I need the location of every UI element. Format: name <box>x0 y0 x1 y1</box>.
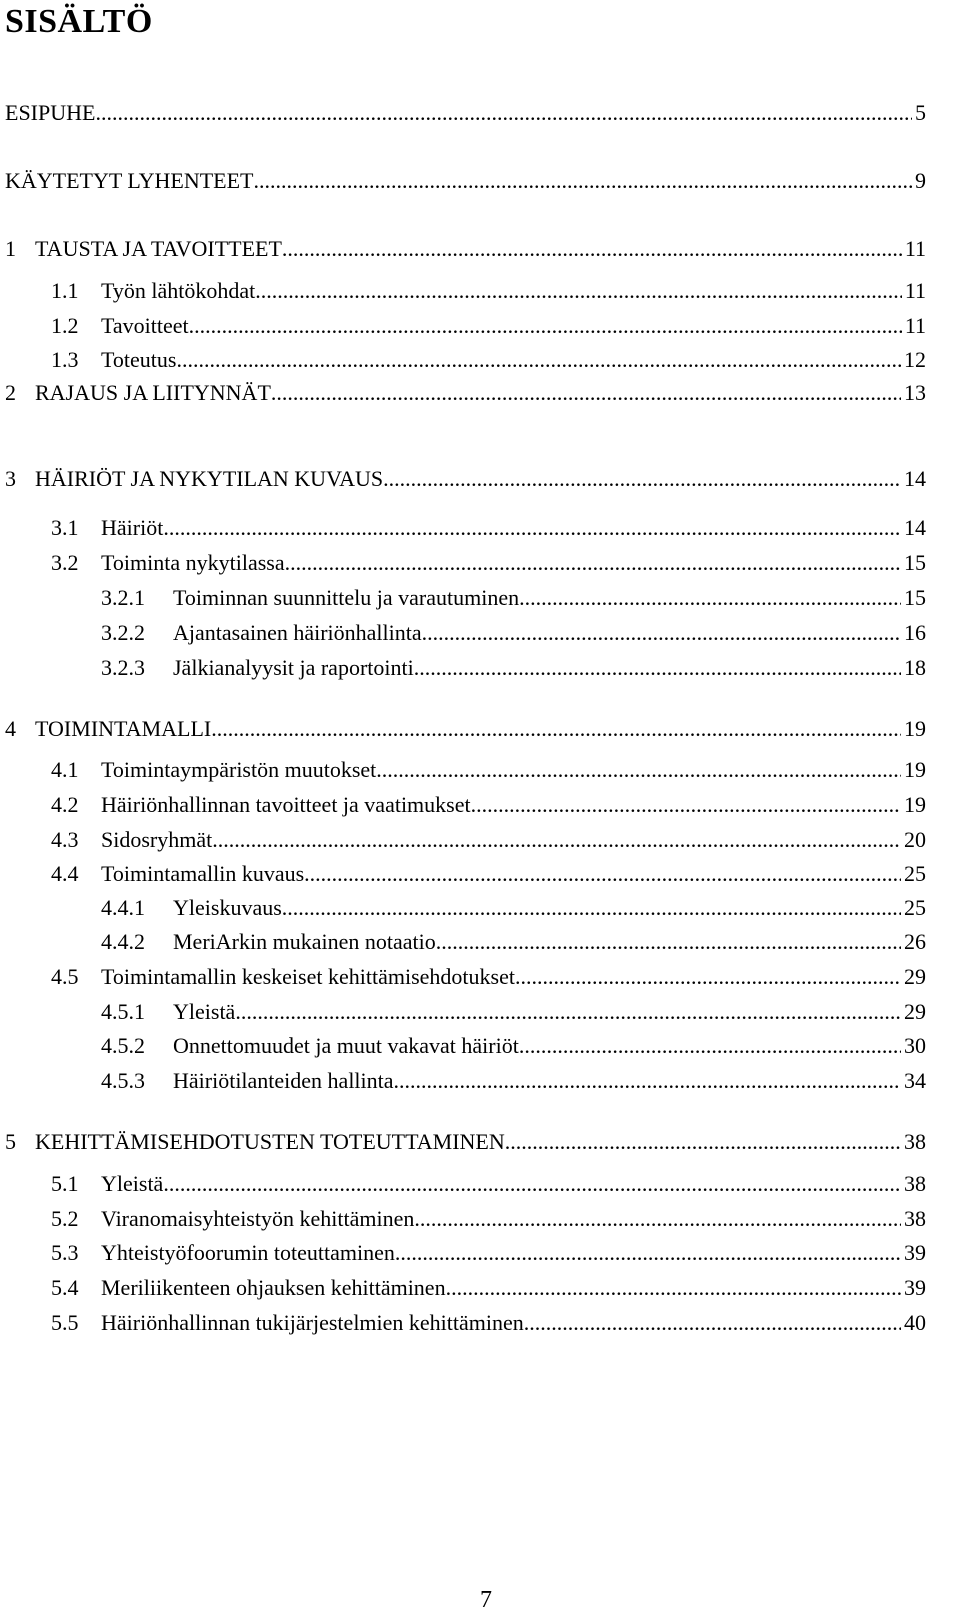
toc-entry-number: 5.3 <box>51 1240 79 1265</box>
toc-entry[interactable] <box>0 311 960 341</box>
toc-entry-number: 4.5.2 <box>101 1033 145 1058</box>
toc-entry-page: 29 <box>904 999 926 1024</box>
dot-leader <box>422 618 901 648</box>
toc-entry-number: 4.5.3 <box>101 1068 145 1093</box>
toc-entry-page: 14 <box>904 515 926 540</box>
toc-entry-number: 4.4.2 <box>101 929 145 954</box>
dot-leader <box>271 378 901 408</box>
toc-entry-label: Ajantasainen häiriönhallinta <box>173 620 422 645</box>
dot-leader <box>515 962 901 992</box>
toc-entry-label: Häiriötilanteiden hallinta <box>173 1068 394 1093</box>
toc-entry-page: 20 <box>904 827 926 852</box>
toc-entry-label: Meriliikenteen ohjauksen kehittäminen <box>101 1275 446 1300</box>
toc-entry[interactable] <box>0 1204 960 1234</box>
toc-entry-page: 40 <box>904 1310 926 1335</box>
toc-entry[interactable] <box>0 583 960 613</box>
dot-leader <box>235 997 901 1027</box>
toc-entry-number: 3.1 <box>51 515 79 540</box>
dot-leader <box>414 653 901 683</box>
toc-entry-number: 4.2 <box>51 792 79 817</box>
toc-entry-label: Onnettomuudet ja muut vakavat häiriöt <box>173 1033 519 1058</box>
toc-entry-label: KÄYTETYT LYHENTEET <box>5 168 254 193</box>
toc-entry-label: RAJAUS JA LIITYNNÄT <box>35 380 271 405</box>
toc-entry-page: 12 <box>904 347 926 372</box>
toc-entry-page: 25 <box>904 861 926 886</box>
dot-leader <box>211 714 901 744</box>
toc-entry[interactable] <box>0 962 960 992</box>
toc-entry-page: 29 <box>904 964 926 989</box>
toc-entry-label: Jälkianalyysit ja raportointi <box>173 655 414 680</box>
toc-entry-page: 39 <box>904 1240 926 1265</box>
toc-entry[interactable] <box>0 378 960 408</box>
toc-entry[interactable] <box>0 825 960 855</box>
toc-entry-label: Viranomaisyhteistyön kehittäminen <box>101 1206 415 1231</box>
dot-leader <box>436 927 901 957</box>
toc-entry-page: 38 <box>904 1129 926 1154</box>
toc-entry-label: HÄIRIÖT JA NYKYTILAN KUVAUS <box>35 466 384 491</box>
toc-entry-page: 9 <box>915 168 926 193</box>
toc-entry[interactable] <box>0 927 960 957</box>
dot-leader <box>304 859 901 889</box>
toc-entry[interactable] <box>0 618 960 648</box>
toc-entry[interactable] <box>0 276 960 306</box>
toc-entry-label: Toimintamallin keskeiset kehittämisehdotukset <box>101 964 515 989</box>
toc-entry-page: 38 <box>904 1171 926 1196</box>
toc-entry-number: 3.2.1 <box>101 585 145 610</box>
dot-leader <box>394 1066 901 1096</box>
toc-entry-page: 18 <box>904 655 926 680</box>
toc-entry[interactable] <box>0 548 960 578</box>
toc-entry-page: 5 <box>915 100 926 125</box>
toc-entry[interactable] <box>0 790 960 820</box>
toc-entry-label: Toimintaympäristön muutokset <box>101 757 377 782</box>
toc-entry-label: Yleiskuvaus <box>173 895 282 920</box>
dot-leader <box>163 1169 901 1199</box>
toc-entry-label: Yleistä <box>101 1171 164 1196</box>
toc-entry-number: 5 <box>5 1129 16 1154</box>
toc-entry-number: 4.5 <box>51 964 79 989</box>
toc-entry[interactable] <box>0 1066 960 1096</box>
toc-entry-page: 11 <box>904 313 926 338</box>
dot-leader <box>524 1308 901 1338</box>
toc-entry-page: 15 <box>904 585 926 610</box>
toc-entry-number: 4.4.1 <box>101 895 145 920</box>
toc-entry-label: MeriArkin mukainen notaatio <box>173 929 436 954</box>
toc-entry[interactable] <box>0 997 960 1027</box>
toc-entry[interactable] <box>0 755 960 785</box>
toc-entry-number: 1.2 <box>51 313 79 338</box>
toc-entry-label: TAUSTA JA TAVOITTEET <box>35 236 282 261</box>
toc-entry[interactable] <box>0 464 960 494</box>
dot-leader <box>471 790 901 820</box>
toc-entry-label: Häiriönhallinnan tukijärjestelmien kehittäminen <box>101 1310 524 1335</box>
toc-entry-page: 34 <box>904 1068 926 1093</box>
toc-entry[interactable] <box>0 513 960 543</box>
dot-leader <box>254 166 913 196</box>
toc-entry-number: 3.2 <box>51 550 79 575</box>
toc-entry-label: ESIPUHE <box>5 100 96 125</box>
toc-entry[interactable] <box>0 98 960 128</box>
toc-entry-label: KEHITTÄMISEHDOTUSTEN TOTEUTTAMINEN <box>35 1129 505 1154</box>
toc-entry-label: Häiriöt <box>101 515 164 540</box>
toc-entry-label: Häiriönhallinnan tavoitteet ja vaatimukset <box>101 792 471 817</box>
toc-entry-number: 4.4 <box>51 861 79 886</box>
dot-leader <box>446 1273 901 1303</box>
toc-entry-label: Toiminta nykytilassa <box>101 550 285 575</box>
toc-entry-label: Toteutus <box>101 347 177 372</box>
toc-entry[interactable] <box>0 1169 960 1199</box>
page-number: 7 <box>480 1587 492 1613</box>
dot-leader <box>189 311 902 341</box>
toc-entry[interactable] <box>0 1031 960 1061</box>
dot-leader <box>282 234 902 264</box>
dot-leader <box>395 1238 901 1268</box>
toc-entry-number: 5.4 <box>51 1275 79 1300</box>
toc-entry-number: 3.2.3 <box>101 655 145 680</box>
dot-leader <box>176 345 901 375</box>
toc-entry-label: Toimintamallin kuvaus <box>101 861 305 886</box>
toc-entry-number: 4.1 <box>51 757 79 782</box>
toc-entry-page: 11 <box>904 236 926 261</box>
dot-leader <box>376 755 901 785</box>
dot-leader <box>282 893 901 923</box>
toc-entry-page: 16 <box>904 620 926 645</box>
toc-entry-number: 4 <box>5 716 16 741</box>
toc-entry-label: Toiminnan suunnittelu ja varautuminen <box>173 585 520 610</box>
toc-entry[interactable] <box>0 893 960 923</box>
toc-entry-number: 1.1 <box>51 278 79 303</box>
dot-leader <box>255 276 902 306</box>
dot-leader <box>95 98 912 128</box>
toc-entry-page: 19 <box>904 716 926 741</box>
dot-leader <box>383 464 901 494</box>
toc-entry-number: 3 <box>5 466 16 491</box>
dot-leader <box>163 513 901 543</box>
toc-entry-label: Yhteistyöfoorumin toteuttaminen <box>101 1240 395 1265</box>
toc-entry-number: 4.3 <box>51 827 79 852</box>
toc-entry[interactable] <box>0 345 960 375</box>
toc-entry-page: 25 <box>904 895 926 920</box>
toc-entry[interactable] <box>0 653 960 683</box>
toc-entry-page: 19 <box>904 757 926 782</box>
toc-entry[interactable] <box>0 714 960 744</box>
toc-entry-label: Työn lähtökohdat <box>101 278 256 303</box>
toc-entry-page: 39 <box>904 1275 926 1300</box>
toc-entry-number: 4.5.1 <box>101 999 145 1024</box>
toc-entry-label: Yleistä <box>173 999 236 1024</box>
toc-entry-number: 5.1 <box>51 1171 79 1196</box>
dot-leader <box>519 1031 901 1061</box>
toc-entry-page: 11 <box>904 278 926 303</box>
toc-entry-page: 14 <box>904 466 926 491</box>
dot-leader <box>414 1204 901 1234</box>
toc-entry[interactable] <box>0 1308 960 1338</box>
toc-entry-number: 1.3 <box>51 347 79 372</box>
toc-entry-page: 19 <box>904 792 926 817</box>
toc-entry-number: 3.2.2 <box>101 620 145 645</box>
toc-entry[interactable] <box>0 859 960 889</box>
toc-entry-page: 26 <box>904 929 926 954</box>
toc-entry[interactable] <box>0 234 960 264</box>
toc-entry-page: 30 <box>904 1033 926 1058</box>
toc-entry-page: 38 <box>904 1206 926 1231</box>
toc-entry-number: 5.2 <box>51 1206 79 1231</box>
toc-entry-label: Tavoitteet <box>101 313 189 338</box>
toc-entry-page: 13 <box>904 380 926 405</box>
toc-entry[interactable] <box>0 1127 960 1157</box>
toc-entry-label: Sidosryhmät <box>101 827 213 852</box>
toc-entry[interactable] <box>0 1273 960 1303</box>
dot-leader <box>212 825 901 855</box>
dot-leader <box>285 548 901 578</box>
dot-leader <box>505 1127 901 1157</box>
toc-entry-number: 1 <box>5 236 16 261</box>
toc-entry[interactable] <box>0 166 960 196</box>
toc-entry-page: 15 <box>904 550 926 575</box>
toc-entry-number: 2 <box>5 380 16 405</box>
dot-leader <box>519 583 901 613</box>
toc-entry-number: 5.5 <box>51 1310 79 1335</box>
toc-entry[interactable] <box>0 1238 960 1268</box>
toc-entry-label: TOIMINTAMALLI <box>35 716 212 741</box>
page-title: SISÄLTÖ <box>5 3 153 40</box>
